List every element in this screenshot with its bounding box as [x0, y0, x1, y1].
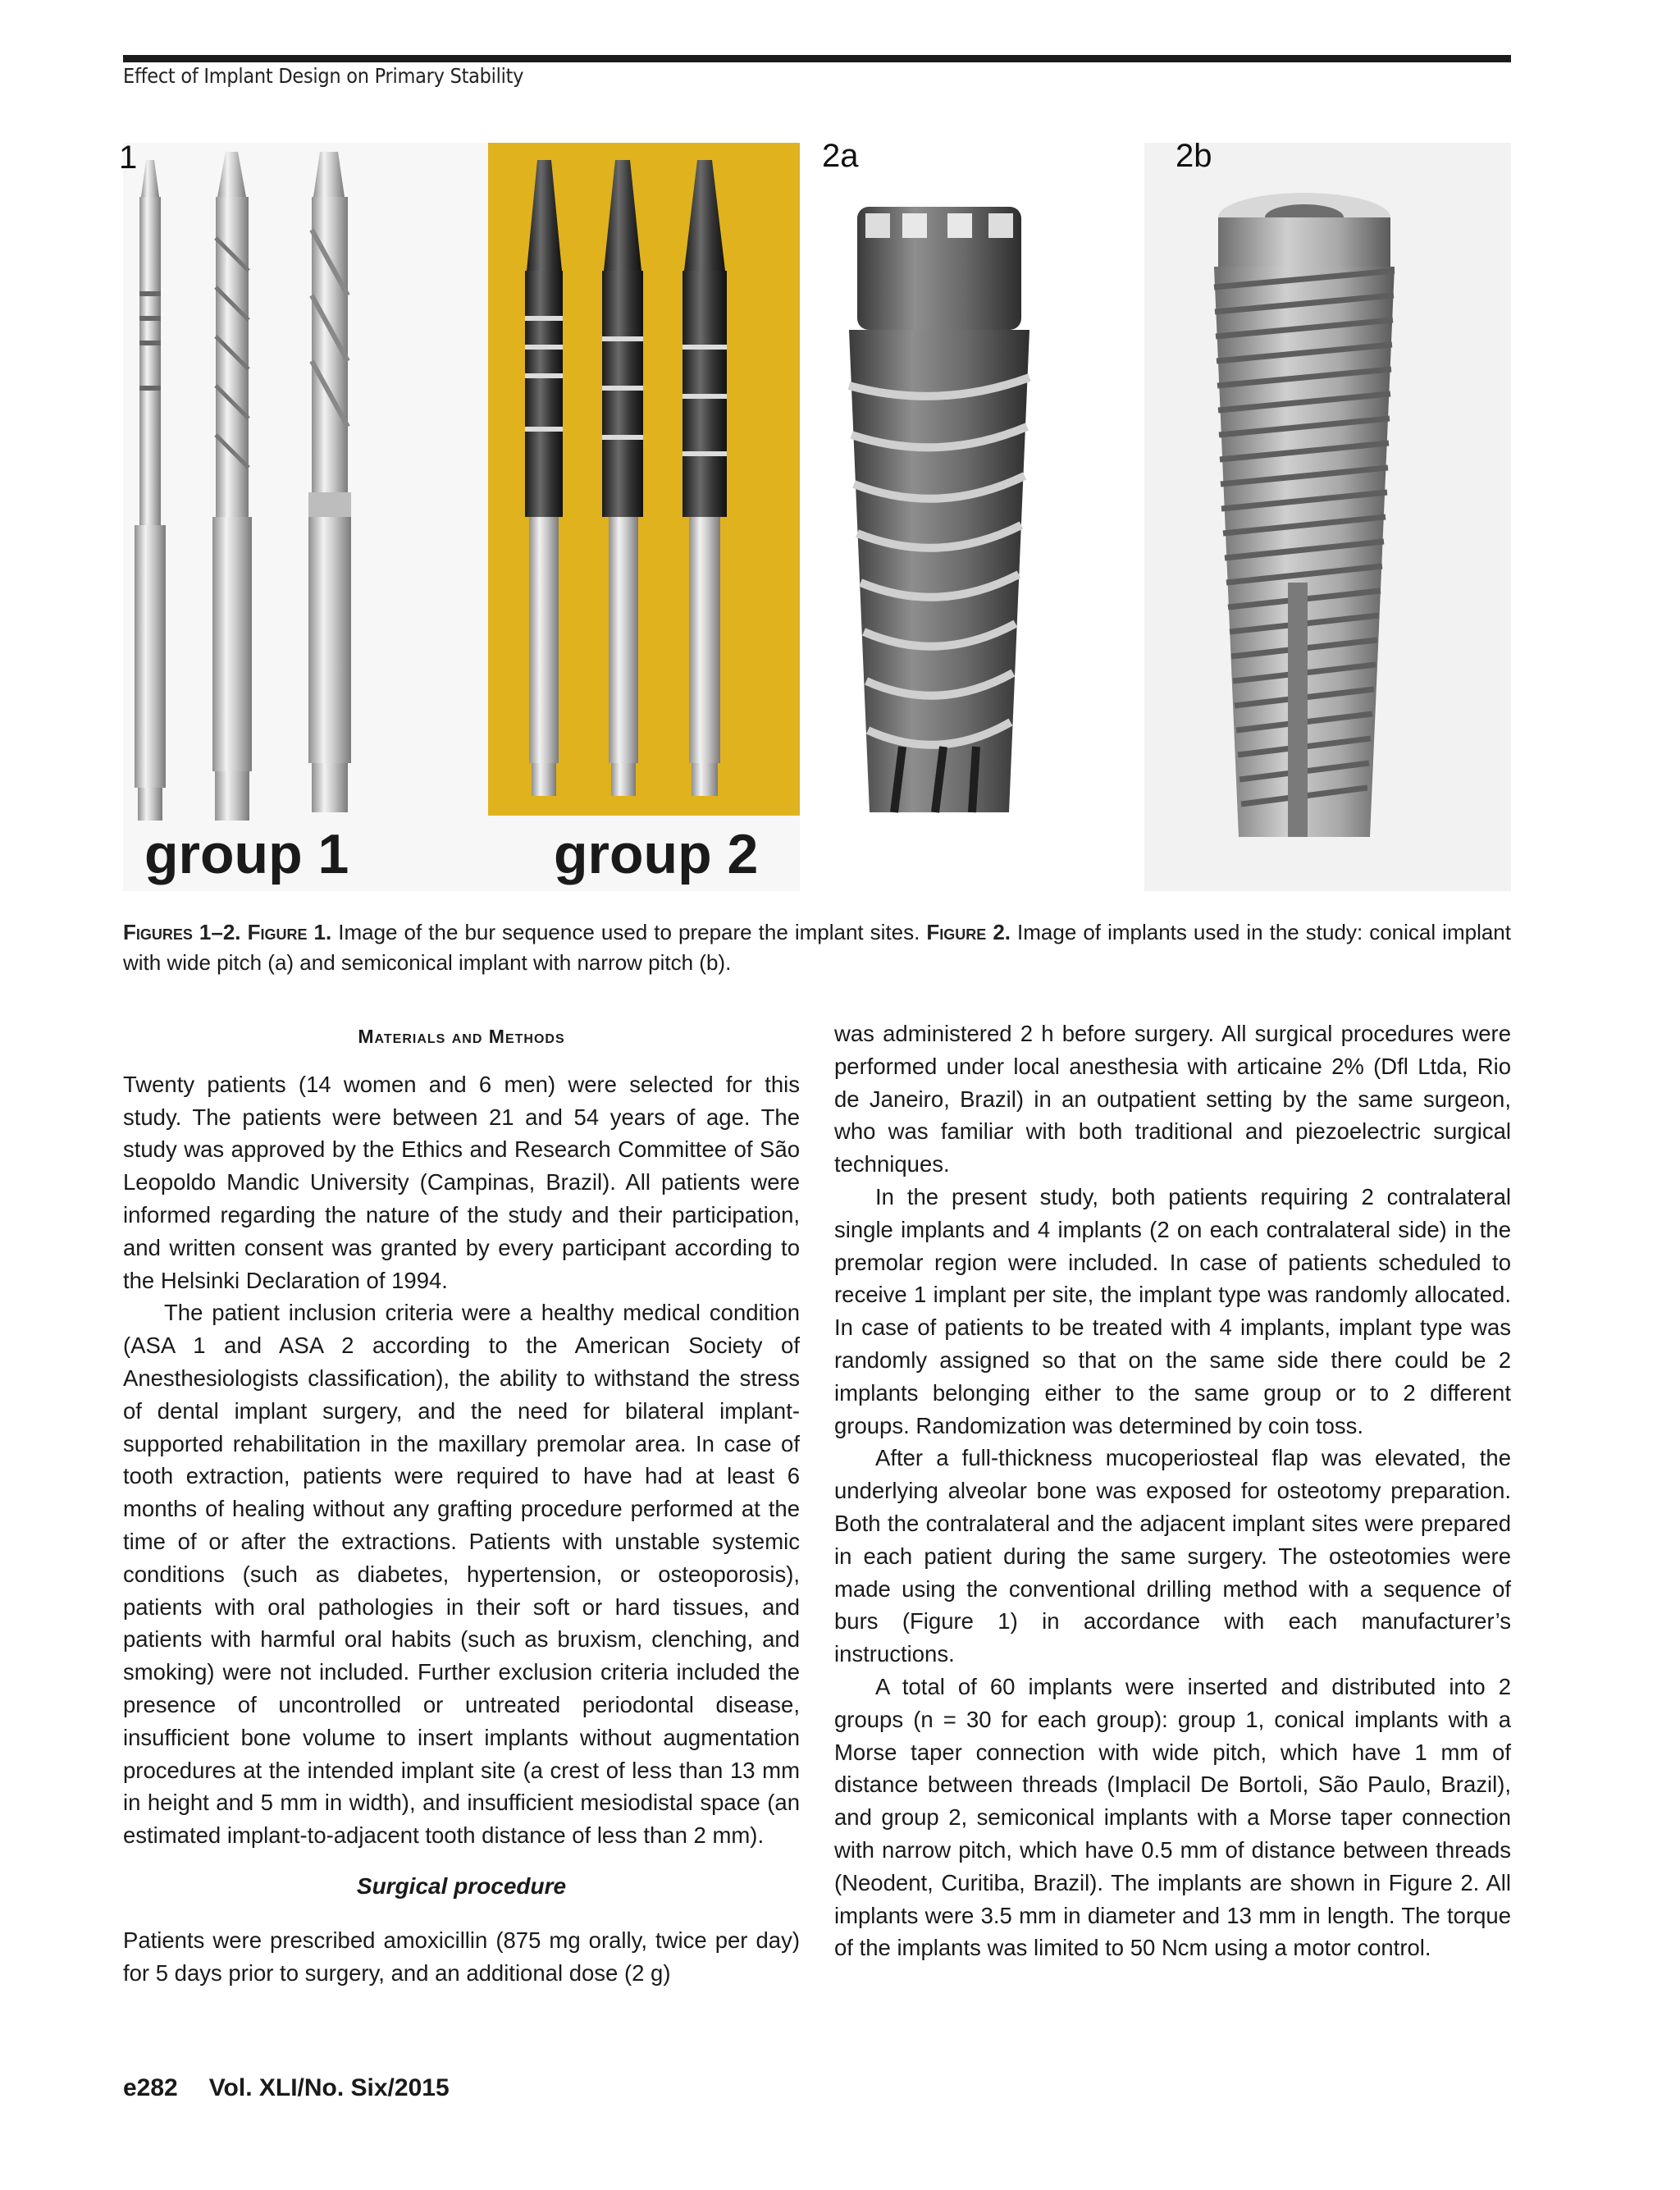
paragraph-2: The patient inclusion criteria were a healthy medical condition (ASA 1 and ASA 2 according to the American Society of Anesthesiologists classification), the ability to withstand the stress of dental implant surgery, and the need for bilateral implant-supported rehabilitation in the maxillary premolar area. In case of tooth extraction, patients were required to have had at least 6 months of healing without any grafting procedure performed at the time of or after the extractions. Patients with unstable systemic conditions (such as diabetes, hypertension, or osteoporosis), patients with oral pathologies in their soft or hard tissues, and patients with harmful oral habits (such as bruxism, clenching, and smoking) were not included. Further exclusion criteria included the presence of uncontrolled or untreated periodontal disease, insufficient bone volume to insert implants without augmentation procedures at the intended implant site (a crest of less than 13 mm in height and 5 mm in width), and insufficient mesiodistal space (an estimated implant-to-adjacent tooth distance of less than 2 mm).: [123, 1300, 800, 1849]
group2-label: group 2: [554, 823, 759, 885]
right-column: [834, 1017, 1511, 1964]
implant-2b: [1214, 193, 1395, 837]
caption-text-fig1: Image of the bur sequence used to prepare the implant sites.: [331, 920, 927, 944]
header-rule: [123, 55, 1511, 62]
figure-caption: [123, 917, 1511, 978]
caption-label-figures: Figures 1–2.: [123, 920, 241, 944]
caption-text-fig2: Image of implants used in the study: conical implant with wide pitch (a) and semiconical implant with narrow pitch (b).: [123, 920, 1511, 975]
paragraph-1: Twenty patients (14 women and 6 men) were selected for this study. The patients were between 21 and 54 years of age. The study was approved by the Ethics and Research Committee of São Leopoldo Mandic University (Campinas, Brazil). All patients were informed regarding the nature of the study and their participation, and written consent was granted by every participant according to the Helsinki Declaration of 1994.: [123, 1071, 800, 1293]
paragraph-5: In the present study, both patients requiring 2 contralateral single implants and 4 implants (2 on each contralateral side) in the premolar region were included. In case of patients scheduled to receive 1 implant per site, the implant type was randomly allocated. In case of patients to be treated with 4 implants, implant type was randomly assigned so that on the same side there could be 2 implants belonging either to the same group or to 2 different groups. Randomization was determined by coin toss.: [834, 1183, 1511, 1438]
paragraph-7: A total of 60 implants were inserted and distributed into 2 groups (n = 30 for each group): group 1, conical implants with a Morse taper connection with wide pitch, which have 1 mm of distance between threads (Implacil De Bortoli, São Paulo, Brazil), and group 2, semiconical implants with a Morse taper connection with narrow pitch, which have 0.5 mm of distance between threads (Neodent, Curitiba, Brazil). The implants are shown in Figure 2. All implants were 3.5 mm in diameter and 13 mm in length. The torque of the implants was limited to 50 Ncm using a motor control.: [834, 1673, 1511, 1961]
panel-label-1: 1: [119, 139, 138, 176]
page-footer: [123, 2074, 481, 2102]
page-number: e282: [123, 2074, 178, 2101]
panel-label-2a: 2a: [822, 138, 859, 174]
running-title: Effect of Implant Design on Primary Stability: [123, 64, 524, 88]
section-heading: Materials and Methods: [358, 1026, 565, 1047]
caption-label-fig2: Figure 2.: [926, 920, 1011, 944]
paragraph-6: After a full-thickness mucoperiosteal flap was elevated, the underlying alveolar bone was exposed for osteotomy preparation. Both the contralateral and the adjacent implant sites were prepared in each patient during the same surgery. The osteotomies were made using the conventional drilling method with a sequence of burs (Figure 1) in accordance with each manufacturer’s instructions.: [834, 1445, 1511, 1667]
figure-illustration: [123, 139, 1511, 894]
subsection-heading: Surgical procedure: [356, 1872, 567, 1899]
caption-label-fig1: Figure 1.: [247, 920, 332, 944]
panel-label-2b: 2b: [1176, 138, 1212, 174]
left-column: [123, 1017, 800, 1989]
group1-label: group 1: [144, 823, 349, 885]
paragraph-4: was administered 2 h before surgery. All surgical procedures were performed under local anesthesia with articaine 2% (Dfl Ltda, Rio de Janeiro, Brazil) in an outpatient setting by the same surgeon, who was familiar with both traditional and piezoelectric surgical techniques.: [834, 1021, 1511, 1177]
volume-info: Vol. XLI/No. Six/2015: [208, 2074, 450, 2101]
implant-2a: [849, 207, 1029, 812]
panel-1-bg: [123, 143, 488, 891]
figure-1-2: [119, 138, 1511, 894]
paragraph-3: Patients were prescribed amoxicillin (875 mg orally, twice per day) for 5 days prior to surgery, and an additional dose (2 g): [123, 1927, 800, 1986]
group2-burs: [525, 160, 727, 796]
